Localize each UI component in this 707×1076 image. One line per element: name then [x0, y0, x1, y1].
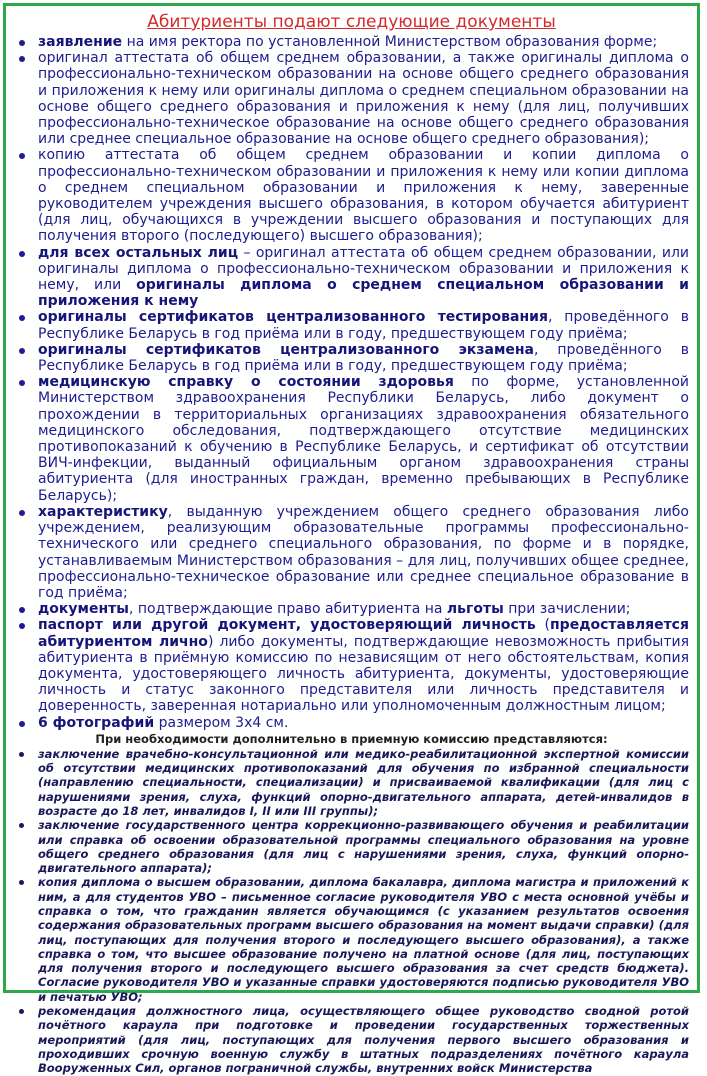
- item-text: , проведённого в Республике Беларусь в год приёма или в году, предшествующем году приёма;: [38, 341, 689, 375]
- item-text: на имя ректора по установленной Министерством образования форме;: [122, 34, 658, 50]
- list-item: [38, 504, 689, 601]
- additional-list: [6, 747, 697, 1076]
- item-bold: медицинскую справку о состоянии здоровья: [38, 374, 454, 391]
- document-frame: [3, 3, 700, 1076]
- list-item: [38, 309, 689, 341]
- list-item: заключение государственного центра коррекционно-развивающего обучения и реабилитации или справка об освоении образовательной программы специального образования на уровне общего среднего образования (для лиц с нарушениями зрения, слуха, функций опорно-двигательного аппарата);: [38, 818, 689, 876]
- list-item: [38, 342, 689, 374]
- item-text: копию аттестата об общем среднем образовании и копии диплома о профессионально-техническом образовании и приложения к нему или копии диплома о среднем специальном образовании и приложения к нему, заверенные руководителем учреждения высшего образования, в котором обучается абитуриент (для лиц, обучающихся в учреждении высшего образования и поступающих для получения второго (последующего) высшего образования);: [38, 147, 689, 245]
- item-text: , подтверждающие право абитуриента на: [128, 601, 447, 618]
- list-item: рекомендация должностного лица, осуществляющего общее руководство сводной ротой почётного караула при подготовке и проведении государственных торжественных мероприятий (для лиц, поступающих для получения первого высшего образования и проходивших срочную военную службу в штатных подразделениях почётного караула Вооруженных Сил, органов пограничной службы, внутренних войск Министерства: [38, 1004, 689, 1076]
- item-bold: заявление: [38, 34, 123, 50]
- item-bold: документы: [38, 601, 129, 618]
- item-text: по форме, установленной Министерством здравоохранения Республики Беларусь, либо документ о прохождении в территориальных организациях здравоохранения обязательного медицинского обследования, подтверждающего отсутствие медицинских противопоказаний к обучению в Республике Беларусь, и сертификат об отсутствии ВИЧ-инфекции, выданный официальным органом здравоохранения страны абитуриента (для иностранных граждан, временно пребывающих в Республике Беларусь);: [38, 374, 689, 504]
- page-title: Абитуриенты подают следующие документы: [147, 12, 556, 32]
- list-item: [38, 50, 689, 147]
- item-bold: оригиналы сертификатов централизованного тестирования: [38, 309, 548, 326]
- item-bold: паспорт или другой документ, удостоверяющий личность: [38, 617, 536, 634]
- item-bold: льготы: [446, 601, 504, 618]
- item-bold: оригиналы сертификатов централизованного экзамена: [38, 341, 535, 358]
- list-item: [38, 601, 689, 617]
- documents-list: [6, 34, 697, 731]
- item-text: при зачислении;: [503, 601, 631, 618]
- list-item: копия диплома о высшем образовании, диплома бакалавра, диплома магистра и приложений к ним, а для студентов УВО – письменное согласие руководителя УВО с места основной учёбы и справка о том, что гражданин является обучающимся (с указанием результатов освоения содержания образовательных программ высшего образования на момент выдачи справки) (для лиц, поступающих для получения второго и последующего высшего образования), а также справка о том, что высшее образование получено на платной основе (для лиц, поступающих для получения второго и последующего высшего образования за счет средств бюджета). Согласие руководителя УВО и указанные справки удостоверяются подписью руководителя УВО и печатью УВО;: [38, 875, 689, 1004]
- item-bold: для всех остальных лиц: [38, 244, 239, 261]
- item-text: ) либо документы, подтверждающие невозможность прибытия абитуриента в приёмную комиссию по независящим от него обстоятельствам, копия документа, удостоверяющего личность абитуриента, документы, удостоверяющие личность и статус законного представителя или личность представителя и доверенность, заверенная нотариально или уполномоченным должностным лицом;: [38, 633, 689, 715]
- additional-heading: При необходимости дополнительно в приемную комиссию представляются:: [95, 731, 608, 746]
- item-bold: 6 фотографий: [38, 714, 155, 731]
- item-text: , проведённого в Республике Беларусь в год приёма или в году, предшествующем году приёма;: [38, 309, 689, 342]
- item-text: – оригинал аттестата об общем среднем образовании, или оригиналы диплома о профессионально-техническом образовании и приложения к нему, или: [38, 244, 689, 294]
- list-item: заключение врачебно-консультационной или медико-реабилитационной экспертной комиссии об отсутствии медицинских противопоказаний для обучения по избранной специальности (направлению специальности, специализации) и присваиваемой квалификации (для лиц с нарушениями зрения, слуха, функций опорно-двигательного аппарата, детей-инвалидов в возрасте до 18 лет, инвалидов I, II или III группы);: [38, 746, 689, 818]
- item-text: (: [535, 617, 550, 634]
- list-item: [38, 617, 689, 714]
- list-item: [38, 147, 689, 244]
- item-bold: характеристику: [38, 503, 168, 520]
- list-item: [38, 245, 689, 310]
- item-text: , выданную учреждением общего среднего образования либо учреждением, реализующим образовательные программы профессионально-технического или среднего специального образования, по форме и в порядке, устанавливаемым Министерством образования – для лиц, получивших общее среднее, профессионально-техническое образование или среднее специальное образование в год приёма;: [38, 503, 689, 601]
- list-item: [38, 374, 689, 504]
- list-item: [38, 34, 689, 50]
- item-bold: предоставляется абитуриентом лично: [38, 617, 689, 650]
- item-bold: оригиналы диплома о среднем специальном образовании и приложения к нему: [38, 277, 689, 310]
- item-text: размером 3х4 см.: [154, 714, 289, 731]
- list-item: [38, 715, 689, 731]
- item-text: оригинал аттестата об общем среднем образовании, а также оригиналы диплома о профессионально-техническом образовании на основе общего среднего образования и приложения к нему или оригиналы диплома о среднем специальном образовании на основе общего среднего образования и приложения к нему (для лиц, получивших профессионально-техническое образование на основе общего среднего образования или среднее специальное образование на основе общего среднего образования);: [38, 50, 689, 148]
